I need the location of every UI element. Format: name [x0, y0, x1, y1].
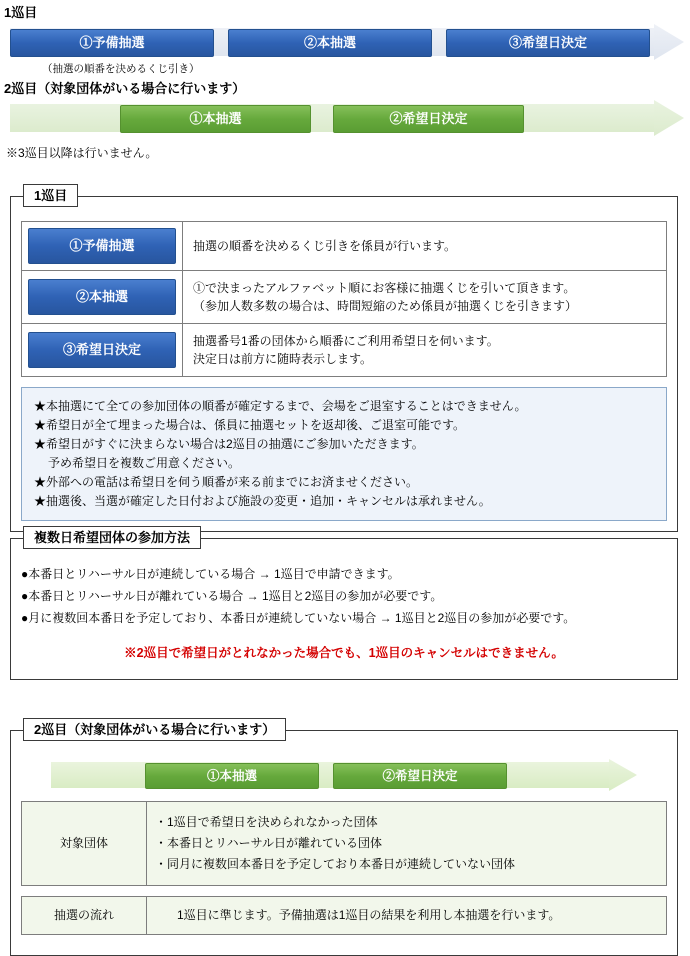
arrow-head	[654, 100, 684, 136]
round1-row2-desc	[183, 271, 667, 324]
top-footnote: ※3巡目以降は行いません。	[6, 146, 158, 160]
section-round2	[10, 722, 678, 956]
round2-target-item-2: ・本番日とリハーサル日が離れている団体	[155, 836, 383, 850]
round2-flow-label: 抽選の流れ	[22, 897, 147, 935]
round1-row3-line1: 抽選番号1番の団体から順番にご利用希望日を伺います。	[193, 334, 499, 348]
section-round1-body	[11, 197, 677, 531]
arrow-head	[654, 24, 684, 60]
round1-row1-label: ①予備抽選	[28, 228, 176, 264]
round1-caution-box	[21, 387, 667, 521]
chip-round2-section-step2: ②希望日決定	[333, 763, 507, 789]
chip-round1-step3: ③希望日決定	[446, 29, 650, 57]
section-round1	[10, 188, 678, 532]
caution-line-4: 予め希望日を複数ご用意ください。	[48, 456, 241, 470]
round2-flow-table	[21, 896, 667, 935]
chip-round1-step1: ①予備抽選	[10, 29, 214, 57]
top-round2-label: 2巡目（対象団体がいる場合に行います）	[4, 81, 246, 96]
round2-chips	[145, 763, 507, 787]
round1-row2-line1: ①で決まったアルファベット順にお客様に抽選くじを引いて頂きます。	[193, 281, 576, 295]
round2-target-item-1: ・1巡目で希望日を決められなかった団体	[155, 815, 378, 829]
round2-target-table	[21, 801, 667, 886]
chip-round2-section-step1: ①本抽選	[145, 763, 319, 789]
round1-row2-label: ②本抽選	[28, 279, 176, 315]
table-row	[22, 324, 667, 377]
top-round1-note: （抽選の順番を決めるくじ引き）	[42, 63, 200, 75]
round1-row3-desc	[183, 324, 667, 377]
multiday-bullets	[21, 563, 667, 629]
top-round1-label: 1巡目	[4, 5, 38, 20]
section-multiday-body	[11, 539, 677, 679]
section-round1-title: 1巡目	[23, 184, 78, 207]
top-round1-arrow	[10, 24, 684, 60]
round1-row2-line2: （参加人数多数の場合は、時間短縮のため係員が抽選くじを引きます）	[193, 299, 578, 313]
round2-target-items	[147, 802, 667, 886]
round2-flow-text: 1巡目に準じます。予備抽選は1巡目の結果を利用し本抽選を行います。	[147, 897, 667, 935]
chip-round1-step2: ②本抽選	[228, 29, 432, 57]
table-row	[22, 271, 667, 324]
section-multiday-title: 複数日希望団体の参加方法	[23, 526, 201, 549]
round1-row1-label-cell	[22, 222, 183, 271]
multiday-bullet-1: ●本番日とリハーサル日が連続している場合 → 1巡目で申請できます。	[21, 567, 400, 581]
section-round2-body	[11, 731, 677, 955]
round1-row3-label-cell	[22, 324, 183, 377]
caution-line-6: ★抽選後、当選が確定した日付および施設の変更・追加・キャンセルは承れません。	[34, 494, 491, 508]
arrow-head	[609, 759, 637, 791]
section-multiday	[10, 530, 678, 680]
caution-line-5: ★外部への電話は希望日を伺う順番が来る前までにお済ませください。	[34, 475, 419, 489]
round1-row3-line2: 決定日は前方に随時表示します。	[193, 352, 373, 366]
caution-line-1: ★本抽選にて全ての参加団体の順番が確定するまで、会場をご退室することはできません。	[34, 399, 527, 413]
round1-row2-label-cell	[22, 271, 183, 324]
round2-target-label: 対象団体	[22, 802, 147, 886]
top-round1-chips	[10, 29, 650, 55]
round1-row1-desc	[183, 222, 667, 271]
round1-row1-line1: 抽選の順番を決めるくじ引きを係員が行います。	[193, 239, 457, 253]
chip-round2-step1: ①本抽選	[120, 105, 311, 133]
round1-table	[21, 221, 667, 377]
top-round2-arrow	[10, 100, 684, 136]
section-round2-title: 2巡目（対象団体がいる場合に行います）	[23, 718, 286, 741]
multiday-bullet-3: ●月に複数回本番日を予定しており、本番日が連続していない場合 → 1巡目と2巡目の参加が必要です。	[21, 611, 576, 625]
caution-line-2: ★希望日が全て埋まった場合は、係員に抽選セットを返却後、ご退室可能です。	[34, 418, 466, 432]
top-round2-chips	[120, 105, 524, 131]
round1-row3-label: ③希望日決定	[28, 332, 176, 368]
table-row	[22, 222, 667, 271]
round2-arrow	[51, 759, 637, 791]
chip-round2-step2: ②希望日決定	[333, 105, 524, 133]
multiday-warning: ※2巡目で希望日がとれなかった場合でも、1巡目のキャンセルはできません。	[124, 646, 564, 660]
caution-line-3: ★希望日がすぐに決まらない場合は2巡目の抽選にご参加いただきます。	[34, 437, 424, 451]
multiday-bullet-2: ●本番日とリハーサル日が離れている場合 → 1巡目と2巡目の参加が必要です。	[21, 589, 443, 603]
round2-target-item-3: ・同月に複数回本番日を予定しており本番日が連続していない団体	[155, 857, 516, 871]
top-summary	[0, 0, 690, 161]
table-row	[22, 802, 667, 886]
